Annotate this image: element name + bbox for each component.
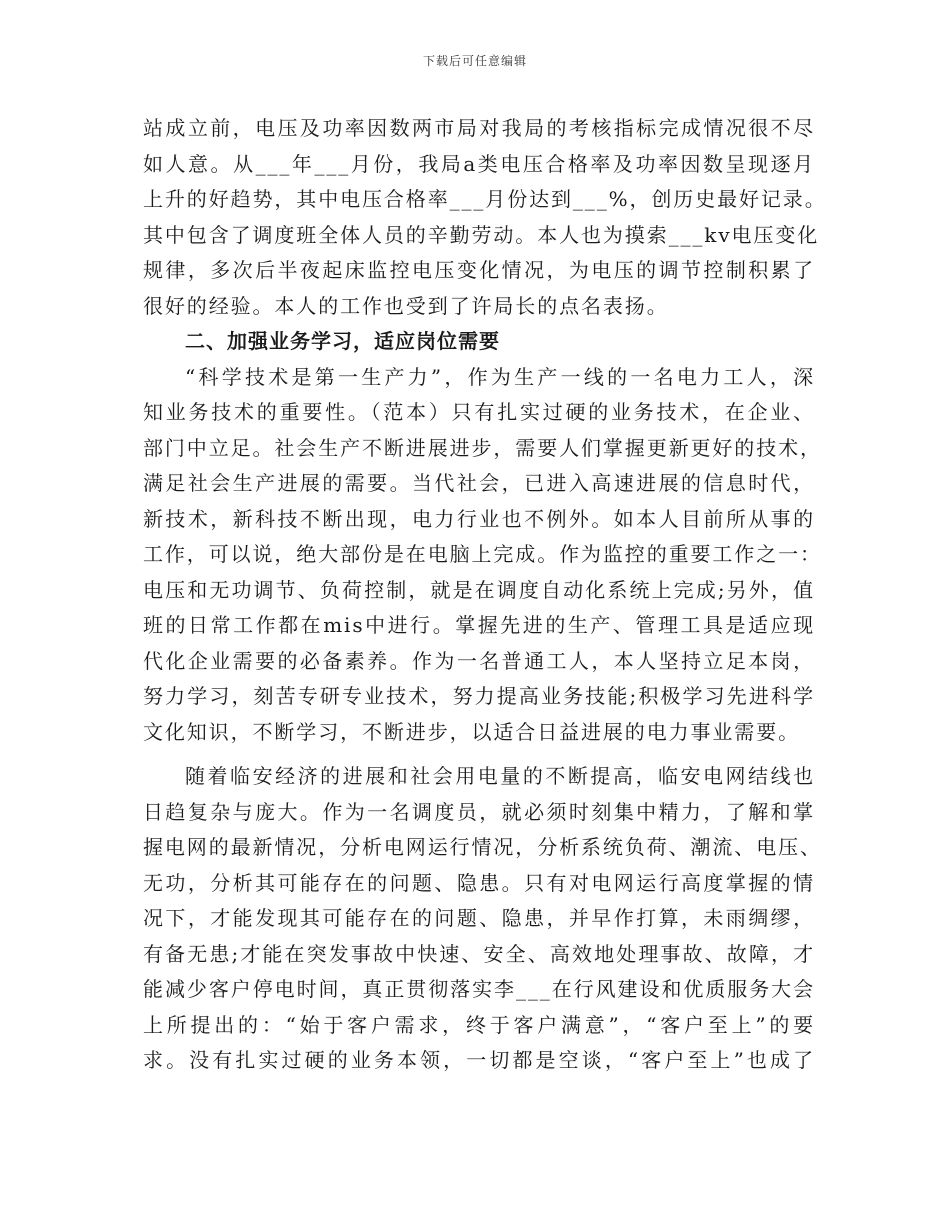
text-line: 上升的好趋势，其中电压合格率___月份达到___%，创历史最好记录。 — [143, 187, 827, 211]
text-line: 满足社会生产进展的需要。当代社会，已进入高速进展的信息时代， — [143, 471, 815, 495]
paragraph-3 — [143, 759, 822, 1079]
text-line: 代化企业需要的必备素养。作为一名普通工人，本人坚持立足本岗， — [143, 648, 815, 673]
text-line: 知业务技术的重要性。（范本）只有扎实过硬的业务技术，在企业、 — [143, 400, 815, 424]
text-line: 新技术，新科技不断出现，电力行业也不例外。如本人目前所从事的 — [143, 506, 815, 531]
text-line: 规律，多次后半夜起床监控电压变化情况，为电压的调节控制积累了 — [143, 258, 815, 282]
text-line: 有备无患;才能在突发事故中快速、安全、高效地处理事故、故障，才 — [143, 941, 815, 966]
text-line: 文化知识，不断学习，不断进步，以适合日益进展的电力事业需要。 — [143, 719, 800, 744]
text-line: 日趋复杂与庞大。作为一名调度员，就必须时刻集中精力，了解和掌 — [143, 799, 815, 824]
paragraph-gap — [143, 750, 815, 759]
text-line: 能减少客户停电时间，真正贯彻落实李___在行风建设和优质服务大会 — [143, 977, 815, 1001]
paragraph-1 — [143, 111, 827, 324]
document-body — [143, 111, 827, 1079]
text-line: 其中包含了调度班全体人员的辛勤劳动。本人也为摸索___kv电压变化 — [143, 222, 820, 247]
text-line: 努力学习，刻苦专研专业技术，努力提高业务技能;积极学习先进科学 — [143, 684, 815, 708]
page-header: 下载后可任意编辑 — [422, 54, 527, 68]
text-line: 很好的经验。本人的工作也受到了许局长的点名表扬。 — [143, 293, 669, 318]
paragraph-2 — [143, 360, 822, 751]
text-line: 求。没有扎实过硬的业务本领，一切都是空谈，“客户至上”也成了 — [143, 1048, 815, 1072]
text-line: 电压和无功调节、负荷控制，就是在调度自动化系统上完成;另外，值 — [143, 577, 815, 602]
text-line: 上所提出的：“始于客户需求，终于客户满意”，“客户至上”的要 — [143, 1012, 815, 1037]
text-line: 况下，才能发现其可能存在的问题、隐患，并早作打算，未雨绸缪， — [143, 906, 815, 930]
text-line: “科学技术是第一生产力”，作为生产一线的一名电力工人，深 — [185, 364, 815, 389]
text-line: 随着临安经济的进展和社会用电量的不断提高，临安电网结线也 — [185, 764, 815, 788]
section-heading: 二、加强业务学习，适应岗位需要 — [185, 329, 500, 353]
text-line: 握电网的最新情况，分析电网运行情况，分析系统负荷、潮流、电压、 — [143, 835, 822, 859]
text-line: 站成立前，电压及功率因数两市局对我局的考核指标完成情况很不尽 — [143, 116, 815, 140]
text-line: 无功，分析其可能存在的问题、隐患。只有对电网运行高度掌握的情 — [143, 870, 815, 895]
text-line: 如人意。从___年___月份，我局a类电压合格率及功率因数呈现逐月 — [143, 151, 815, 176]
text-line: 工作，可以说，绝大部份是在电脑上完成。作为监控的重要工作之一： — [143, 542, 822, 566]
text-line: 班的日常工作都在mis中进行。掌握先进的生产、管理工具是适应现 — [143, 613, 815, 637]
text-line: 部门中立足。社会生产不断进展进步，需要人们掌握更新更好的技术， — [143, 435, 822, 460]
